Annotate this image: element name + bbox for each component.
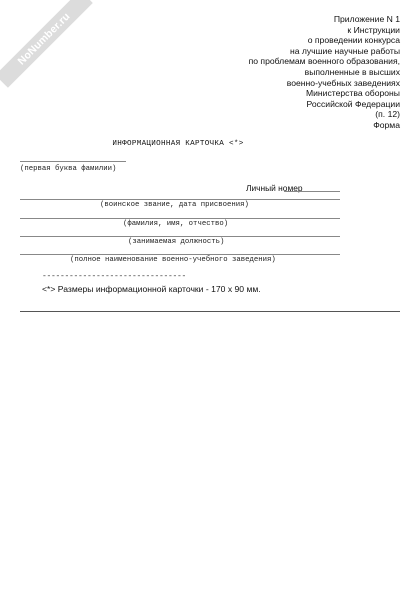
appendix-line: выполненные в высших [304, 66, 400, 77]
appendix-line: военно-учебных заведениях [286, 77, 400, 88]
watermark-logo: NoNumber.ru [0, 0, 93, 88]
card-title [0, 140, 420, 148]
institution-caption: (полное наименование военно-учебного заведения) [70, 256, 276, 264]
appendix-line: к Инструкции [347, 24, 400, 35]
appendix-line: Приложение N 1 [333, 14, 400, 24]
footnote-separator: -------------------------------- [42, 272, 187, 281]
institution-line [20, 254, 340, 255]
personal-number-line [284, 191, 340, 192]
appendix-line: о проведении конкурса [307, 35, 400, 46]
form-label: Форма [373, 120, 400, 130]
appendix-line: на лучшие научные работы [289, 45, 400, 56]
position-line [20, 236, 340, 237]
rank-caption: (воинское звание, дата присвоения) [100, 201, 249, 209]
first-letter-caption: (первая буква фамилии) [20, 165, 117, 173]
name-caption: (фамилия, имя, отчество) [123, 220, 229, 228]
name-line [20, 218, 340, 219]
card-title-text: ИНФОРМАЦИОННАЯ КАРТОЧКА <*> [112, 140, 244, 148]
position-caption: (занимаемая должность) [128, 238, 225, 246]
appendix-line: по проблемам военного образования, [248, 56, 400, 67]
appendix-line: Министерства обороны [305, 88, 400, 99]
footnote-text: <*> Размеры информационной карточки - 170 x 90 мм. [42, 284, 261, 294]
personal-number-label: Личный номер [246, 183, 303, 193]
appendix-header [249, 14, 400, 120]
card-bottom-border [20, 311, 400, 312]
first-letter-line [20, 161, 126, 162]
appendix-line: (п. 12) [375, 109, 400, 120]
rank-line [20, 199, 340, 200]
appendix-line: Российской Федерации [306, 98, 400, 109]
